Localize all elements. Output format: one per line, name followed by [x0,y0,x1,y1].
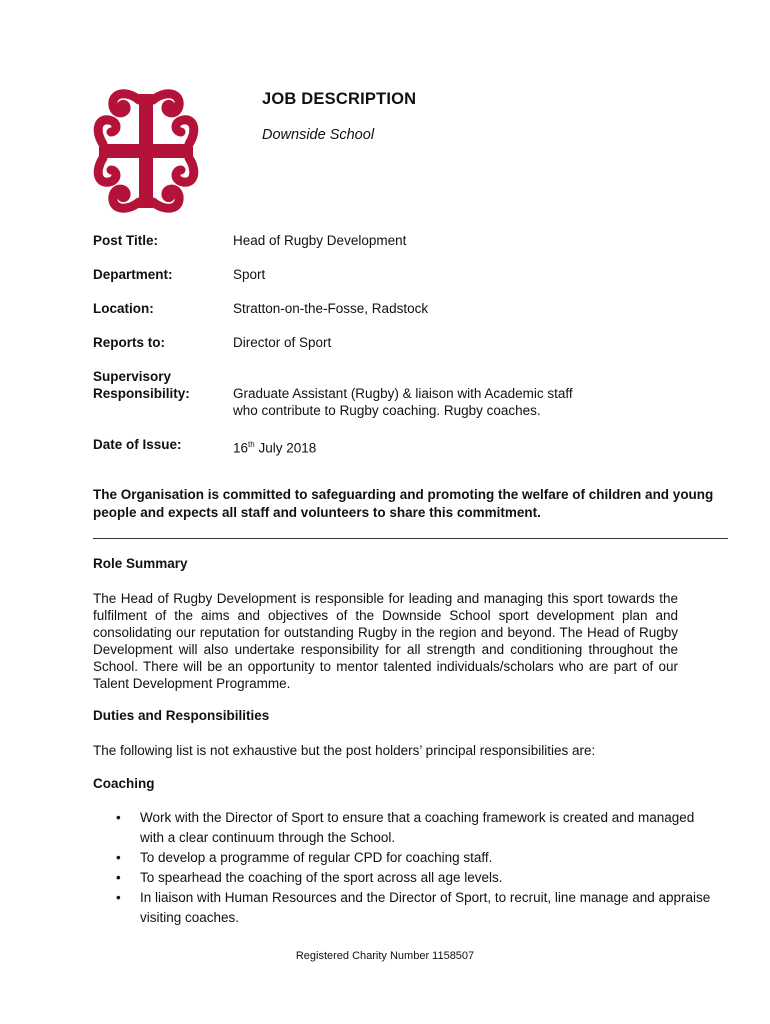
reports-to-label: Reports to: [93,335,165,350]
role-summary-heading: Role Summary [93,556,188,571]
coaching-heading: Coaching [93,776,155,791]
date-ordinal: th [248,440,255,449]
duties-intro: The following list is not exhaustive but the post holders’ principal responsibilities are: [93,743,596,758]
responsibility-label: Responsibility: [93,386,190,401]
duties-heading: Duties and Responsibilities [93,708,270,723]
date-day: 16 [233,440,249,456]
supervisory-value-line1: Graduate Assistant (Rugby) & liaison with Academic staff [233,386,573,401]
post-title-value: Head of Rugby Development [233,233,407,248]
supervisory-label: Supervisory [93,369,172,384]
footer-charity-number: Registered Charity Number 1158507 [295,950,475,962]
list-item [113,808,713,848]
list-item-text: To develop a programme of regular CPD for coaching staff. [140,850,493,865]
location-label: Location: [93,301,154,316]
list-item-text: Work with the Director of Sport to ensure that a coaching framework is created and managed with a clear continuum through the School. [140,810,695,845]
location-value: Stratton-on-the-Fosse, Radstock [233,301,429,316]
school-cross-logo [93,88,199,214]
safeguarding-notice: The Organisation is committed to safeguarding and promoting the welfare of children and young people and expects all staff and volunteers to share this commitment. [93,487,714,520]
coaching-list [113,808,713,928]
school-name: Downside School [262,127,375,143]
department-label: Department: [93,267,173,282]
bullet-icon: • [116,870,121,885]
date-of-issue-label: Date of Issue: [93,437,182,452]
date-rest: July 2018 [254,440,317,456]
department-value: Sport [233,267,266,282]
reports-to-value: Director of Sport [233,335,332,350]
list-item [113,888,713,928]
bullet-icon: • [116,810,121,825]
role-summary-text: The Head of Rugby Development is responsible for leading and managing this sport towards the fulfilment of the aims and objectives of the Downside School sport development plan and consolidating our reputation for outstanding Rugby in the region and beyond. The Head of Rugby Development will also undertake responsibility for all strength and conditioning throughout the School. There will be an opportunity to mentor talented individuals/scholars who are part of our Talent Development Programme. [93,591,678,691]
list-item-text: In liaison with Human Resources and the Director of Sport, to recruit, line manage and appraise visiting coaches. [140,890,711,925]
date-of-issue-value [233,436,316,457]
list-item [113,868,713,888]
bullet-icon: • [116,850,121,865]
supervisory-value-line2: who contribute to Rugby coaching. Rugby coaches. [233,403,541,418]
bullet-icon: • [116,890,121,905]
post-title-label: Post Title: [93,233,159,248]
divider [93,538,728,539]
list-item [113,848,713,868]
page-title: JOB DESCRIPTION [262,90,417,108]
list-item-text: To spearhead the coaching of the sport across all age levels. [140,870,503,885]
